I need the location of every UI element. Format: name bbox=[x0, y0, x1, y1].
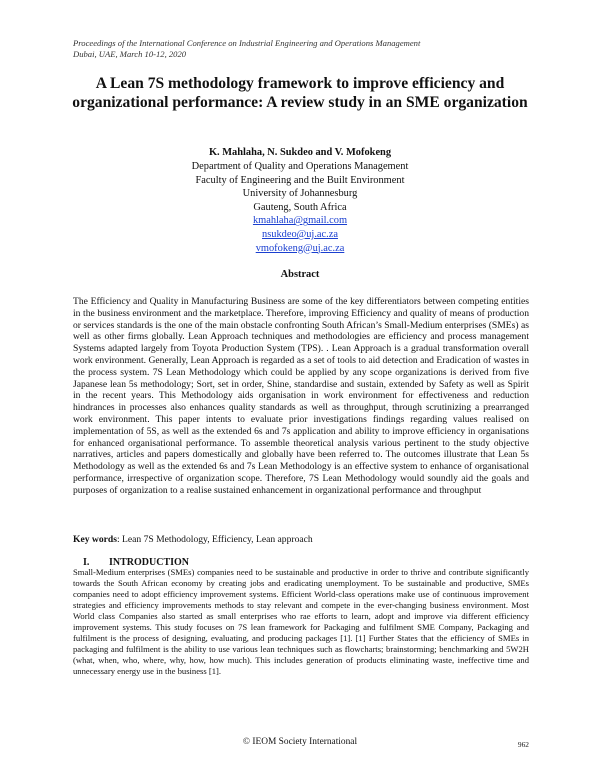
keywords-value: : Lean 7S Methodology, Efficiency, Lean approach bbox=[116, 534, 313, 545]
department: Department of Quality and Operations Management bbox=[191, 161, 409, 172]
introduction-text: Small-Medium enterprises (SMEs) companies need to be sustainable and productive in order to thrive and contribute significantly towards the South African economy by creating jobs and eradicating unemployment. To be sustainable and productive, SMEs companies need to adopt efficiency improvement systems. Efficient World-class operations make use of continuous improvement strategies and efficiency improvements methods to stay relevant and compete in the ever-changing business environment. Most World class Companies also started as small enterprises who rae efforts to learn, adopt and improve via different efficiency improvement systems. This study focuses on 7S lean framework for Packaging and fulfilment SME Company, Packaging and fulfilment is the process of designing, evaluating, and producing packages [1]. [1] Further States that the efficiency of SMEs in packaging and fulfilment is the ability to use various lean techniques such as flowcharts; brainstorming; benchmarking and 5W2H (what, when, who, where, why, how, how much). This includes generation of products eliminating waste, ineffective time and unnecessary energy use in the business [1]. bbox=[73, 567, 529, 676]
university: University of Johannesburg bbox=[242, 188, 358, 200]
email-link[interactable]: nsukdeo@uj.ac.za bbox=[262, 228, 338, 240]
conference-location-date: Dubai, UAE, March 10-12, 2020 bbox=[73, 49, 187, 59]
email-link[interactable]: vmofokeng@uj.ac.za bbox=[255, 242, 345, 254]
email-link[interactable]: kmahlaha@gmail.com bbox=[252, 215, 348, 227]
proceedings-header: Proceedings of the International Conference on Industrial Engineering and Operations Management bbox=[73, 38, 421, 48]
page-number: 962 bbox=[517, 740, 529, 749]
keywords-label: Key words bbox=[73, 534, 117, 545]
faculty: Faculty of Engineering and the Built Environment bbox=[195, 174, 405, 186]
footer-copyright: © IEOM Society International bbox=[242, 737, 358, 747]
keywords-line bbox=[73, 534, 529, 546]
abstract-heading: Abstract bbox=[280, 269, 320, 280]
section-number: I. bbox=[83, 557, 90, 568]
author-list: K. Mahlaha, N. Sukdeo and V. Mofokeng bbox=[208, 147, 392, 158]
paper-title: A Lean 7S methodology framework to improve efficiency and organizational performance: A review study in an SME organization bbox=[72, 75, 528, 111]
section-title: INTRODUCTION bbox=[109, 557, 190, 568]
abstract-text: The Efficiency and Quality in Manufacturing Business are some of the key differentiators between competing entities in the business environment and the marketplace. Therefore, improving Efficiency and quality of means of production or services standards is the one of the main obstacle confronting South African’s Small-Medium enterprises (SMEs) as well as other firms globally. Lean Approach techniques and methodologies are efficiency and process management Systems adapted largely from Toyota Production System (TPS). . Lean Approach is a gradual transformation overall work environment. Generally, Lean Approach is regarded as a set of tools to aid detection and Eradication of wastes in the process system. 7S Lean Methodology which could be applied by any scope organizations is derived from five Japanese lean 5s methodology; Sort, set in order, Shine, standardise and sustain, extended by Safety as well as Spirit in the recent years. This Methodology aids organisation in work environment for effectiveness and reduction hindrances in processes also enhances quality standards as well as throughput, through scrutinizing a prearranged work environment. This paper intents to evaluate prior investigations findings regarding values realised on implementation of 5S, as well as the extended 6s and 7s application and ability to improve efficiency in organisations for enhanced organisational performance. To assemble theoretical analysis various pertinent to the study objective narratives, articles and papers domestically and globally have been referred to. The outcomes illustrate that Lean 5s Methodology as well as the extended 6s and 7s Lean Methodology is an effective system to enhance of organisational performance, irrespective of organization scope. Therefore, 7S Lean Methodology would soundly aid the goals and purposes of organization to a realise sustained enhancement in organizational performance and throughput bbox=[73, 296, 529, 496]
affiliation-block bbox=[100, 160, 500, 255]
location: Gauteng, South Africa bbox=[253, 201, 347, 213]
